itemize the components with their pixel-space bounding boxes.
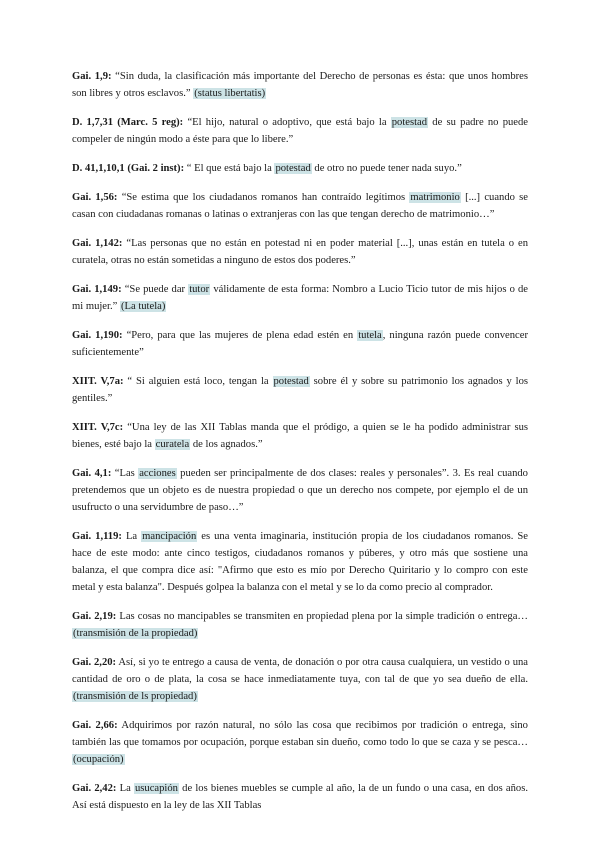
citation-reference: Gai. 1,56: <box>72 192 118 203</box>
citation-entry <box>72 189 528 223</box>
citation-entry <box>72 281 528 315</box>
citation-text: “Se estima que los ciudadanos romanos han contraído legítimos <box>117 192 410 203</box>
citation-entry <box>72 160 528 177</box>
citation-text: de otro no puede tener nada suyo.” <box>311 163 462 174</box>
citation-reference: Gai. 1,190: <box>72 330 123 341</box>
citation-text: Las cosas no mancipables se transmiten en propiedad plena por la simple tradición o entrega… <box>116 611 528 622</box>
citation-text: “ El que está bajo la <box>184 163 275 174</box>
citation-text: , ninguna razón puede convencer suficientemente” <box>72 330 528 358</box>
citation-reference: Gai. 1,142: <box>72 238 123 249</box>
citation-reference: Gai. 2,66: <box>72 720 118 731</box>
highlighted-term: acciones <box>139 468 176 479</box>
highlighted-term: tutor <box>189 284 210 295</box>
citation-text: “ Si alguien está loco, tengan la <box>123 376 273 387</box>
citation-text: de los agnados.” <box>190 439 263 450</box>
citation-text: “El hijo, natural o adoptivo, que está bajo la <box>183 117 391 128</box>
citation-reference: D. 1,7,31 (Marc. 5 reg): <box>72 117 184 128</box>
citation-text: sobre él y sobre su patrimonio los agnados y los gentiles.” <box>72 376 528 404</box>
highlighted-term: (ocupación) <box>73 754 124 765</box>
citation-text: Así, si yo te entrego a causa de venta, de donación o por otra causa cualquiera, un vestido o una cantidad de oro o de plata, la cosa se hace inmediatamente tuya, con tal de que yo sea dueño de ella. <box>72 657 528 685</box>
citation-text: “Se puede dar <box>121 284 189 295</box>
citation-entry <box>72 373 528 407</box>
citation-entry <box>72 608 528 642</box>
citation-reference: Gai. 2,42: <box>72 783 117 794</box>
highlighted-term: potestad <box>273 376 309 387</box>
citation-text: La <box>116 783 134 794</box>
citation-text: válidamente de esta forma: Nombro a Lucio Ticio tutor de mis hijos o de mi mujer.” <box>72 284 528 312</box>
citation-entry <box>72 327 528 361</box>
citation-reference: XIIT. V,7a: <box>72 376 124 387</box>
citation-text: Adquirimos por razón natural, no sólo las cosa que recibimos por tradición o entrega, sino también las que tomamos por ocupación, porque estaban sin dueño, como todo lo que se caza y se pesca… <box>72 720 528 748</box>
citation-reference: XIIT. V,7c: <box>72 422 124 433</box>
citation-entry <box>72 419 528 453</box>
highlighted-term: (transmisión de ls propiedad) <box>73 691 197 702</box>
highlighted-term: usucapión <box>134 783 178 794</box>
highlighted-term: (transmisión de la propiedad) <box>73 628 198 639</box>
highlighted-term: (status libertatis) <box>194 88 266 99</box>
citation-reference: Gai. 2,20: <box>72 657 117 668</box>
citation-entry <box>72 465 528 516</box>
citation-entry <box>72 654 528 705</box>
citation-reference: Gai. 1,9: <box>72 71 112 82</box>
citation-text: “Las personas que no están en potestad ni en poder material [...], unas están en tutela o en curatela, otras no están sometidas a ninguno de estos dos poderes.” <box>72 238 528 266</box>
citation-text: La <box>121 531 142 542</box>
citation-reference: D. 41,1,10,1 (Gai. 2 inst): <box>72 163 185 174</box>
citation-text: de su padre no puede compeler de ningún modo a éste para que lo libere.” <box>72 117 528 145</box>
citation-entry <box>72 528 528 596</box>
highlighted-term: mancipación <box>142 531 197 542</box>
highlighted-term: matrimonio <box>410 192 460 203</box>
citation-entry <box>72 68 528 102</box>
highlighted-term: tutela <box>358 330 382 341</box>
citation-text: [...] cuando se casan con ciudadanas romanas o latinas o extranjeras con las que tengan derecho de matrimonio…” <box>72 192 528 220</box>
highlighted-term: curatela <box>155 439 190 450</box>
citation-reference: Gai. 1,149: <box>72 284 122 295</box>
citation-text: “Una ley de las XII Tablas manda que el pródigo, a quien se le ha podido administrar sus bienes, esté bajo la <box>72 422 528 450</box>
citation-entry <box>72 717 528 768</box>
highlighted-term: potestad <box>275 163 311 174</box>
citation-reference: Gai. 1,119: <box>72 531 122 542</box>
citation-text: de los bienes muebles se cumple al año, la de un fundo o una casa, en dos años. Así está dispuesto en la ley de las XII Tablas <box>72 783 528 811</box>
citation-text: “Sin duda, la clasificación más importante del Derecho de personas es ésta: que unos hombres son libres y otros esclavos.” <box>72 71 528 99</box>
citation-entry <box>72 235 528 269</box>
citation-reference: Gai. 4,1: <box>72 468 112 479</box>
highlighted-term: (La tutela) <box>120 301 166 312</box>
citation-entry <box>72 114 528 148</box>
highlighted-term: potestad <box>391 117 428 128</box>
citation-reference: Gai. 2,19: <box>72 611 117 622</box>
citation-entry <box>72 780 528 814</box>
citation-text: “Pero, para que las mujeres de plena edad estén en <box>122 330 358 341</box>
citation-text: es una venta imaginaria, institución propia de los ciudadanos romanos. Se hace de este modo: ante cinco testigos, ciudadanos romanos y púberes, y otro más que sostiene una balanza, el que compra dice así: "Afirmo que esto es mío por Derecho Quiritario y lo compro con este metal y esta balanza". Después golpea la balanza con el metal y se lo da como precio al comprador. <box>72 531 528 593</box>
citation-text: pueden ser principalmente de dos clases: reales y personales”. 3. Es real cuando pretendemos que un objeto es de nuestra propiedad o que un derecho nos compete, por ejemplo el de un usufructo o una servidumbre de paso…” <box>72 468 528 513</box>
citation-text: “Las <box>111 468 139 479</box>
